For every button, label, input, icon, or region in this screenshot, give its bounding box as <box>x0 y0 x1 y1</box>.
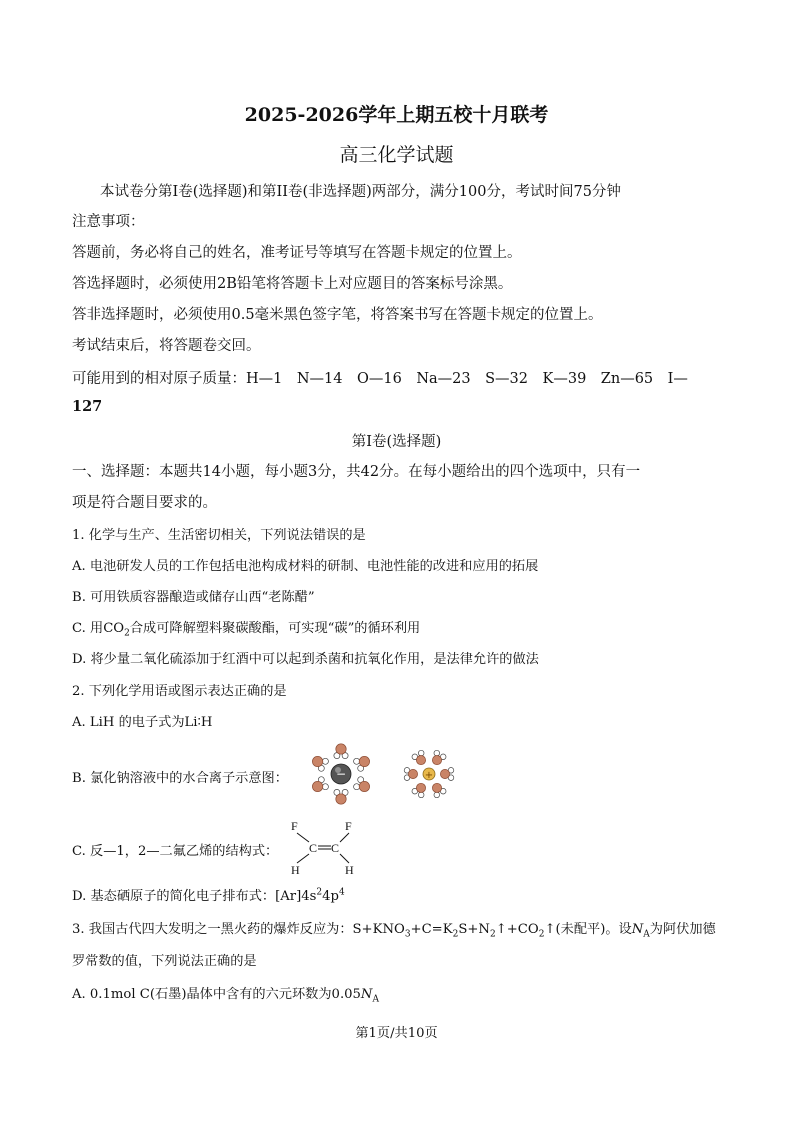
atom-c: C <box>331 841 340 855</box>
q1-c-post: 合成可降解塑料聚碳酸酯，可实现“碳”的循环利用 <box>129 621 421 636</box>
water-molecule <box>354 756 370 771</box>
subject-title: 高三化学试题 <box>339 144 454 166</box>
water-molecule <box>412 750 426 764</box>
hydrogen-atom <box>354 758 360 764</box>
water-molecule <box>334 744 348 759</box>
q3-text: ↑+CO <box>495 922 539 937</box>
q3-a-sub: A <box>372 994 379 1005</box>
atom-c: C <box>309 841 318 855</box>
oxygen-atom <box>440 769 449 778</box>
water-molecule <box>440 768 453 781</box>
q1-c-pre: C. 用CO <box>72 621 125 636</box>
question-3-stem-2: 罗常数的值，下列说法正确的是 <box>72 954 257 969</box>
hydrogen-atom <box>418 792 424 798</box>
bond <box>297 833 309 842</box>
hydrogen-atom <box>354 784 360 790</box>
q3-text: 为阿伏加德 <box>649 922 716 937</box>
part1-title: 第I卷(选择题) <box>351 434 442 450</box>
oxygen-atom <box>408 769 417 778</box>
page-footer: 第1页/共10页 <box>355 1026 438 1041</box>
hydrogen-atom <box>434 792 440 798</box>
q3-sub: A <box>643 929 650 940</box>
question-2-option-c: C. 反—1，2—二氟乙烯的结构式： <box>72 844 279 859</box>
q3-na: N <box>631 922 644 937</box>
oxygen-atom <box>416 756 425 765</box>
q3-text: 3. 我国古代四大发明之一黑火药的爆炸反应为：S+KNO <box>72 922 405 937</box>
q2-d-sup1: 2 <box>316 887 323 898</box>
notice-item: 答题前，务必将自己的姓名，准考证号等填写在答题卡规定的位置上。 <box>72 245 522 261</box>
oxygen-atom <box>359 756 369 766</box>
hydrogen-atom <box>418 750 424 756</box>
water-molecule <box>312 756 328 771</box>
atomic-mass-line-2: 127 <box>72 398 103 415</box>
oxygen-atom <box>416 783 425 792</box>
q3-sub: 2 <box>538 929 545 940</box>
question-1-option-d: D. 将少量二氧化硫添加于红酒中可以起到杀菌和抗氧化作用，是法律允许的做法 <box>72 652 539 667</box>
anion-sign: − <box>335 767 347 781</box>
notice-item: 答非选择题时，必须使用0.5毫米黑色签字笔，将答案书写在答题卡规定的位置上。 <box>72 307 603 323</box>
question-3-stem <box>72 918 716 940</box>
q3-text: +C=K <box>410 922 453 937</box>
notice-item: 考试结束后，将答题卷交回。 <box>72 338 261 354</box>
hydrogen-atom <box>434 750 440 756</box>
notice-heading: 注意事项： <box>72 214 145 230</box>
oxygen-atom <box>336 794 346 804</box>
exam-title: 2025-2026学年上期五校十月联考 <box>244 104 549 126</box>
part1-instruction: 一、选择题：本题共14小题，每小题3分，共42分。在每小题给出的四个选项中，只有一 <box>72 464 641 480</box>
water-molecule <box>432 750 446 764</box>
q2-d-mid: 4p <box>322 889 339 904</box>
question-1-option-a: A. 电池研发人员的工作包括电池构成材料的研制、电池性能的改进和应用的拓展 <box>72 559 539 574</box>
notice-item: 答选择题时，必须使用2B铅笔将答题卡上对应题目的答案标号涂黑。 <box>72 276 513 292</box>
atomic-mass-line: 可能用到的相对原子质量：H—1 N—14 O—16 Na—23 S—32 K—39 Zn—65 I— <box>72 371 688 387</box>
q2-d-sup2: 4 <box>338 887 345 898</box>
oxygen-atom <box>432 783 441 792</box>
water-molecule <box>432 783 446 797</box>
oxygen-atom <box>312 756 322 766</box>
water-molecule <box>334 789 348 804</box>
atom-h: H <box>345 863 354 877</box>
q1-c-sub: 2 <box>124 628 130 639</box>
oxygen-atom <box>336 744 346 754</box>
hydrated-sodium-ion-diagram <box>396 743 462 805</box>
q3-text: ↑(未配平)。设 <box>544 922 632 937</box>
water-molecule <box>404 768 417 781</box>
question-2-option-b: B. 氯化钠溶液中的水合离子示意图： <box>72 771 288 786</box>
oxygen-atom <box>359 781 369 791</box>
q2-d-pre: D. 基态硒原子的简化电子排布式：[Ar]4s <box>72 889 317 904</box>
atom-f: F <box>291 819 298 833</box>
difluoroethylene-structure <box>285 818 365 878</box>
bond <box>340 854 349 863</box>
hydrogen-atom <box>322 784 328 790</box>
question-1-option-b: B. 可用铁质容器酿造或储存山西“老陈醋” <box>72 590 315 605</box>
atom-f: F <box>345 819 352 833</box>
q3-sub: 2 <box>489 929 496 940</box>
question-2-stem: 2. 下列化学用语或图示表达正确的是 <box>72 684 287 699</box>
q3-sub: 2 <box>452 929 459 940</box>
q3-a-n: N <box>360 987 373 1002</box>
question-2-option-a: A. LiH 的电子式为Li∶H <box>72 715 213 730</box>
question-2-option-d <box>72 885 345 904</box>
bond <box>340 833 349 842</box>
hydrogen-atom <box>322 758 328 764</box>
bond <box>297 854 309 863</box>
cation-sign: + <box>424 770 434 781</box>
q3-sub: 3 <box>404 929 411 940</box>
part1-instruction-2: 项是符合题目要求的。 <box>72 495 217 511</box>
oxygen-atom <box>432 756 441 765</box>
question-1-stem: 1. 化学与生产、生活密切相关，下列说法错误的是 <box>72 528 366 543</box>
oxygen-atom <box>312 781 322 791</box>
water-molecule <box>412 783 426 797</box>
q3-text: S+N <box>458 922 490 937</box>
question-3-option-a <box>72 983 379 1005</box>
hydrated-chloride-ion-diagram <box>300 738 382 810</box>
q3-a-text: A. 0.1mol C(石墨)晶体中含有的六元环数为0.05 <box>72 987 361 1002</box>
question-1-option-c <box>72 617 421 639</box>
water-molecule <box>312 777 328 792</box>
intro-line: 本试卷分第I卷(选择题)和第II卷(非选择题)两部分，满分100分，考试时间75分钟 <box>100 184 621 200</box>
water-molecule <box>354 777 370 792</box>
atom-h: H <box>291 863 300 877</box>
